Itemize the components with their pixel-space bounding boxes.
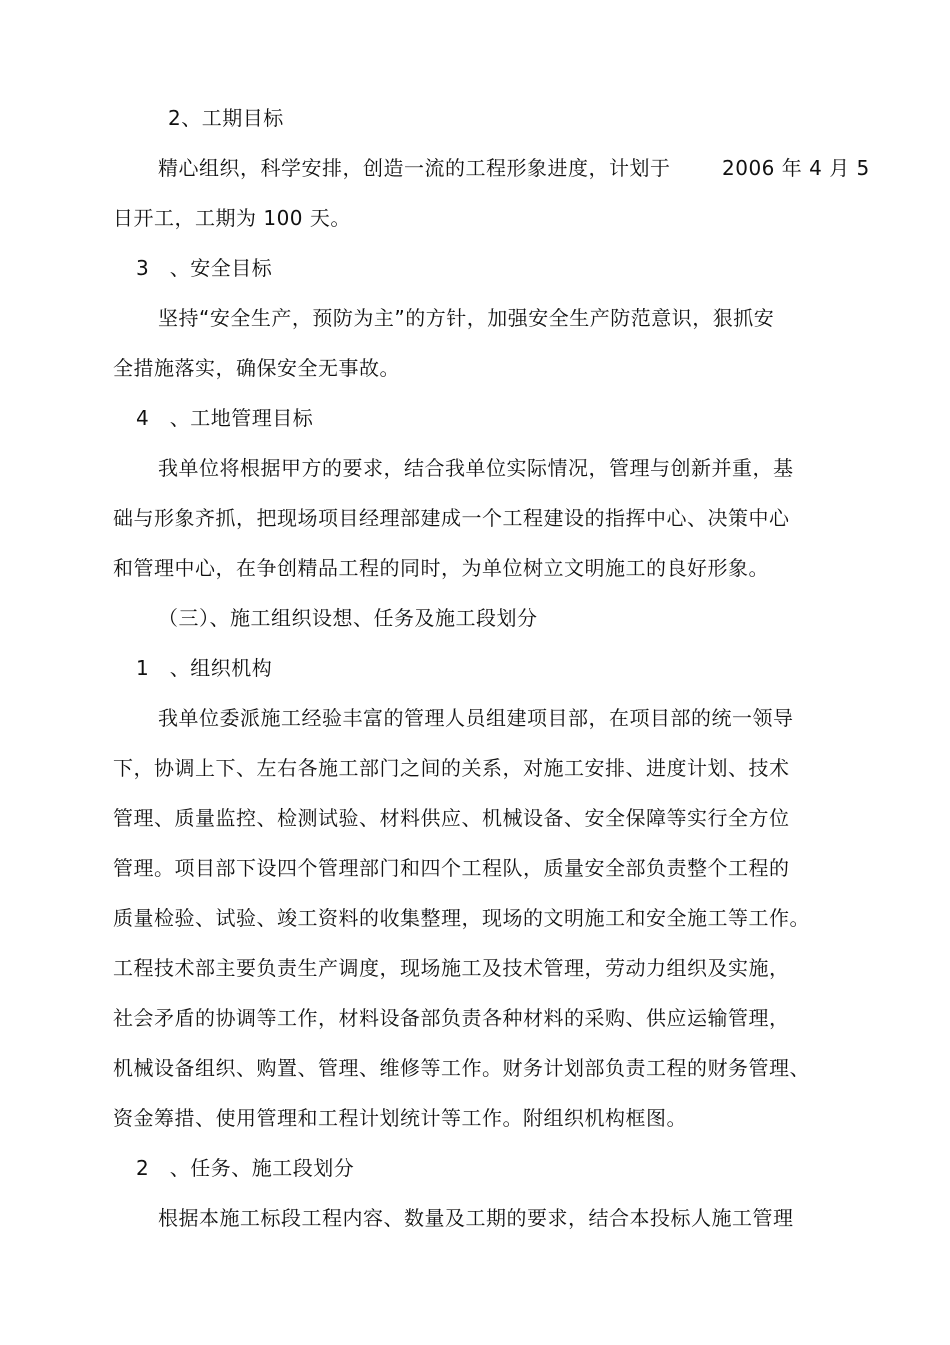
heading-schedule-goal: 2、工期目标 [168, 106, 284, 130]
paragraph-line-date: 2006 年 4 月 5 [722, 156, 870, 180]
heading-site-management-goal: 4 、工地管理目标 [136, 406, 314, 430]
paragraph-line: 和管理中心，在争创精品工程的同时，为单位树立文明施工的良好形象。 [113, 556, 769, 580]
paragraph-line: 管理。项目部下设四个管理部门和四个工程队，质量安全部负责整个工程的 [113, 856, 790, 880]
paragraph-line: 下，协调上下、左右各施工部门之间的关系，对施工安排、进度计划、技术 [113, 756, 790, 780]
paragraph-line: 机械设备组织、购置、管理、维修等工作。财务计划部负责工程的财务管理、 [113, 1056, 810, 1080]
paragraph-line: 质量检验、试验、竣工资料的收集整理，现场的文明施工和安全施工等工作。 [113, 906, 810, 930]
paragraph-line: 工程技术部主要负责生产调度，现场施工及技术管理，劳动力组织及实施， [113, 956, 790, 980]
paragraph-line: 我单位将根据甲方的要求，结合我单位实际情况，管理与创新并重，基 [158, 456, 794, 480]
paragraph-line: 根据本施工标段工程内容、数量及工期的要求，结合本投标人施工管理 [158, 1206, 794, 1230]
heading-safety-goal: 3 、安全目标 [136, 256, 273, 280]
paragraph-line: 我单位委派施工经验丰富的管理人员组建项目部，在项目部的统一领导 [158, 706, 794, 730]
paragraph-line: 坚持“安全生产，预防为主”的方针，加强安全生产防范意识，狠抓安 [158, 306, 775, 330]
heading-tasks-sections: 2 、任务、施工段划分 [136, 1156, 355, 1180]
paragraph-line: 管理、质量监控、检测试验、材料供应、机械设备、安全保障等实行全方位 [113, 806, 790, 830]
heading-organization: 1 、组织机构 [136, 656, 273, 680]
paragraph-line: 精心组织，科学安排，创造一流的工程形象进度，计划于 [158, 156, 671, 180]
section-heading-3: （三）、施工组织设想、任务及施工段划分 [158, 606, 538, 630]
paragraph-line: 日开工，工期为 100 天。 [113, 206, 351, 230]
paragraph-line: 础与形象齐抓，把现场项目经理部建成一个工程建设的指挥中心、决策中心 [113, 506, 790, 530]
paragraph-line: 资金筹措、使用管理和工程计划统计等工作。附组织机构框图。 [113, 1106, 687, 1130]
paragraph-line: 社会矛盾的协调等工作，材料设备部负责各种材料的采购、供应运输管理， [113, 1006, 790, 1030]
paragraph-line: 全措施落实，确保安全无事故。 [113, 356, 400, 380]
